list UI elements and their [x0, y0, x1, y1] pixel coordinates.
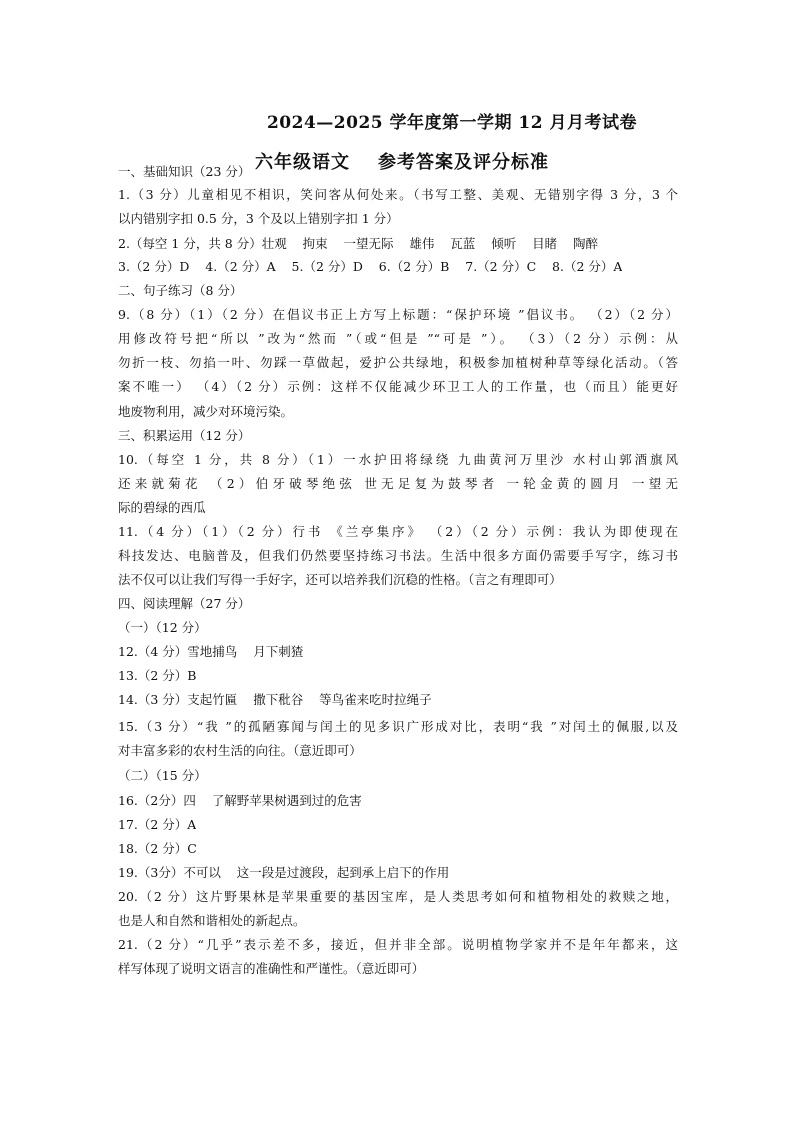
answer-line: 21.（2 分）“几乎”表示差不多，接近，但并非全部。说明植物学家并不是年年都来，这	[118, 937, 678, 952]
answer-line: 19.（3分）不可以 这一段是过渡段，起到承上启下的作用	[118, 865, 450, 880]
answer-line: 以内错别字扣 0.5 分，3 个及以上错别字扣 1 分）	[118, 211, 399, 226]
answer-line: 1.（3 分）儿童相见不相识，笑问客从何处来。（书写工整、美观、无错别字得 3 分，3 个	[118, 187, 678, 202]
section-heading-1: 一、基础知识（23 分）	[118, 164, 251, 179]
subsection-heading: （二）（15 分）	[118, 768, 207, 783]
answer-line: 2.（每空 1 分，共 8 分）壮观 拘束 一望无际 雄伟 瓦蓝 倾听 目睹 陶醉	[118, 236, 598, 251]
answer-line: 14.（3 分）支起竹匾 撒下秕谷 等鸟雀来吃时拉绳子	[118, 692, 432, 707]
answer-line: 15.（3 分）“我 ”的孤陋寡闻与闰土的见多识广形成对比，表明“我 ”对闰土的佩服,以及	[118, 719, 678, 734]
answer-line: 样写体现了说明文语言的准确性和严谨性。（意近即可）	[118, 961, 425, 976]
answer-line: 10.（每空 1 分，共 8 分）（1）一水护田将绿绕 九曲黄河万里沙 水村山郭酒旗风	[118, 452, 678, 467]
answer-line: 法不仅可以让我们写得一手好字，还可以培养我们沉稳的性格。（言之有理即可）	[118, 572, 562, 587]
answer-line: 13.（2 分）B	[118, 668, 197, 683]
answer-line: 科技发达、电脑普及，但我们仍然要坚持练习书法。生活中很多方面仍需要手写字，练习书	[118, 548, 678, 563]
subtitle-answer-standard: 参考答案及评分标准	[378, 152, 549, 173]
subtitle-grade-subject: 六年级语文	[255, 152, 350, 173]
answer-line: 9.（8 分）（1）（2 分）在倡议书正上方写上标题：“保护环境 ”倡议书。 （2）（2 分）	[118, 307, 678, 322]
answer-line: 18.（2 分）C	[118, 841, 197, 856]
answer-line: 对丰富多彩的农村生活的向往。（意近即可）	[118, 743, 362, 758]
section-heading-2: 二、句子练习（8 分）	[118, 283, 243, 298]
answer-line: 勿折一枝、勿掐一叶、勿踩一草做起，爱护公共绿地，积极参加植树种草等绿化活动。（答	[118, 355, 678, 370]
answer-line: 还来就菊花 （2）伯牙破琴绝弦 世无足复为鼓琴者 一轮金黄的圆月 一望无	[118, 476, 678, 491]
answer-line: 地废物利用，减少对环境污染。	[118, 404, 294, 419]
answer-line: 案不唯一） （4）（2 分）示例：这样不仅能减少环卫工人的工作量，也（而且）能更好	[118, 379, 678, 394]
section-heading-3: 三、积累运用（12 分）	[118, 428, 251, 443]
answer-line: 也是人和自然和谐相处的新起点。	[118, 913, 306, 928]
section-heading-4: 四、阅读理解（27 分）	[118, 596, 251, 611]
exam-title: 2024—2025 学年度第一学期 12 月月考试卷	[266, 113, 638, 133]
subsection-heading: （一）（12 分）	[118, 620, 207, 635]
answer-line: 际的碧绿的西瓜	[118, 500, 206, 515]
answer-line: 17.（2 分）A	[118, 817, 197, 832]
answer-line: 16.（2分）四 了解野苹果树遇到过的危害	[118, 793, 362, 808]
answer-line: 11.（4 分）（1）（2 分）行书 《兰亭集序》 （2）（2 分）示例：我认为即使现在	[118, 524, 678, 539]
answer-line: 20.（2 分）这片野果林是苹果重要的基因宝库，是人类思考如何和植物相处的救赎之地，	[118, 889, 678, 904]
answer-line: 3.（2 分）D 4.（2 分）A 5.（2 分）D 6.（2 分）B 7.（2 分）C 8.（2 分）A	[118, 259, 623, 274]
answer-line: 用修改符号把“所以 ”改为“然而 ”（或“但是 ”“可是 ”）。 （3）（2 分）示例：从	[118, 331, 678, 346]
answer-line: 12.（4 分）雪地捕鸟 月下刺猹	[118, 644, 304, 659]
